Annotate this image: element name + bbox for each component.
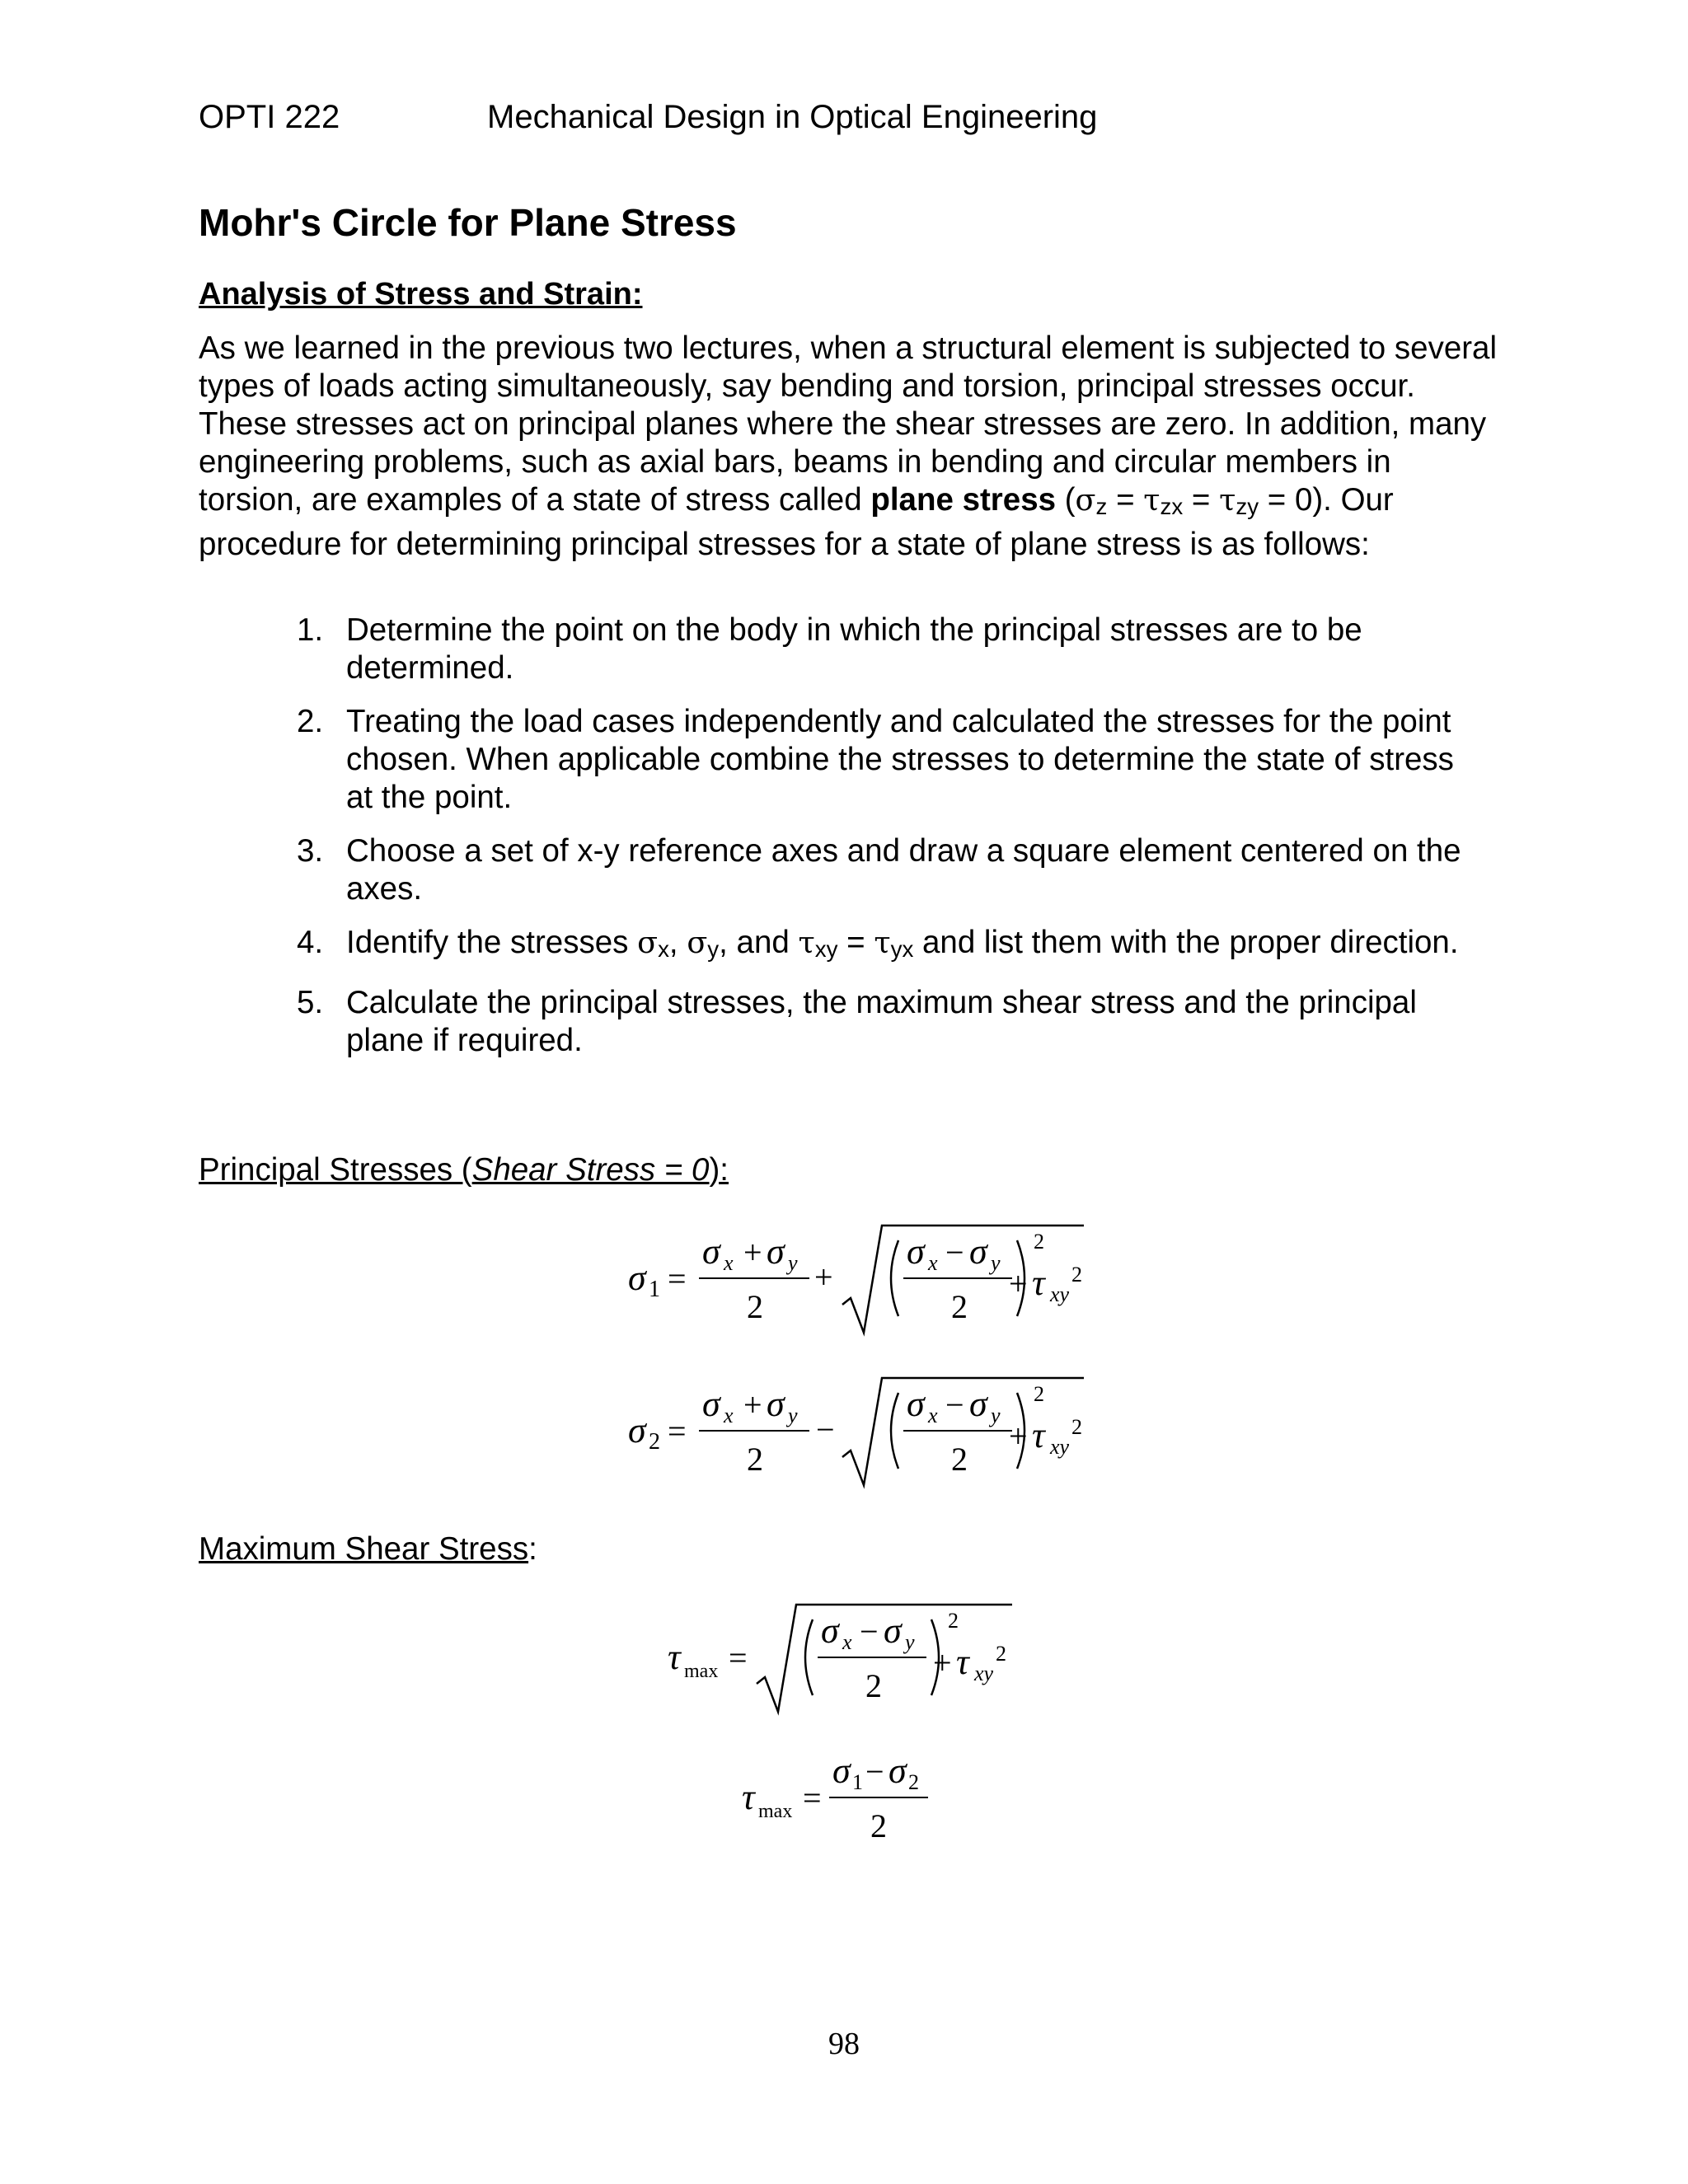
svg-text:−: − [865, 1753, 884, 1790]
svg-text:=: = [803, 1779, 822, 1816]
svg-text:x: x [928, 1251, 938, 1275]
svg-text:−: − [860, 1613, 879, 1650]
svg-text:1: 1 [852, 1770, 863, 1794]
svg-text:σ: σ [702, 1384, 720, 1424]
svg-text:x: x [842, 1630, 852, 1654]
svg-text:2: 2 [649, 1429, 660, 1455]
equation-sigma2 [626, 1368, 1088, 1492]
list-item: 1. Determine the point on the body in which the principal stresses are to be determined. [297, 612, 1362, 686]
svg-text:2: 2 [747, 1441, 763, 1478]
svg-text:2: 2 [870, 1807, 887, 1844]
svg-text:τ: τ [1032, 1415, 1045, 1455]
svg-text:σ: σ [628, 1258, 646, 1298]
list-item: 4. Identify the stresses σx, σy, and τxy = τyx and list them with the proper direction. [297, 925, 1459, 962]
page-number: 98 [828, 2027, 860, 2061]
max-shear-heading: Maximum Shear Stress: [199, 1531, 537, 1567]
svg-text:2: 2 [951, 1441, 968, 1478]
svg-text:σ: σ [969, 1231, 987, 1272]
svg-text:max: max [684, 1661, 719, 1682]
svg-text:x: x [724, 1251, 734, 1275]
svg-text:=: = [668, 1260, 687, 1297]
svg-text:y: y [905, 1630, 915, 1654]
svg-text:y: y [991, 1404, 1001, 1427]
svg-text:σ: σ [832, 1750, 851, 1791]
svg-text:σ: σ [884, 1610, 902, 1651]
svg-text:−: − [816, 1411, 835, 1448]
svg-text:x: x [928, 1404, 938, 1427]
list-item: 5. Calculate the principal stresses, the maximum shear stress and the principal plane if required. [297, 984, 1417, 1058]
svg-text:τ: τ [742, 1777, 755, 1817]
svg-text:xy: xy [974, 1661, 994, 1685]
svg-text:τ: τ [668, 1637, 681, 1677]
svg-text:2: 2 [951, 1288, 968, 1325]
svg-text:2: 2 [865, 1667, 882, 1704]
svg-text:σ: σ [628, 1410, 646, 1451]
plane-stress-condition: σz = τzx = τzy = 0 [1075, 482, 1313, 519]
principal-stresses-heading: Principal Stresses (Shear Stress = 0): [199, 1152, 729, 1188]
svg-text:y: y [991, 1251, 1001, 1275]
svg-text:τ: τ [956, 1642, 969, 1682]
svg-text:+: + [814, 1258, 833, 1296]
svg-text:2: 2 [948, 1609, 959, 1633]
svg-text:x: x [724, 1404, 734, 1427]
svg-text:τ: τ [1032, 1263, 1045, 1303]
svg-text:y: y [788, 1404, 798, 1427]
svg-text:+: + [933, 1644, 952, 1681]
svg-text:1: 1 [649, 1277, 660, 1302]
svg-text:2: 2 [747, 1288, 763, 1325]
page-title: Mohr's Circle for Plane Stress [199, 201, 737, 244]
equation-tau-max-sqrt [666, 1595, 1012, 1718]
svg-text:−: − [945, 1234, 964, 1271]
svg-text:σ: σ [767, 1231, 785, 1272]
svg-text:σ: σ [821, 1610, 839, 1651]
svg-text:y: y [788, 1251, 798, 1275]
header-title: Mechanical Design in Optical Engineering [487, 99, 1098, 135]
header-course: OPTI 222 [199, 99, 340, 135]
intro-paragraph: As we learned in the previous two lectures, when a structural element is subjected to several types of loads acting simultaneously, say bending and torsion, principal stresses occur. These stresses act on principal planes where the shear stresses are zero. In addition, many engineering problems, such as axial bars, beams in bending and circular members in torsion, are examples of a state of stress called plane stress (σz = τzx = τzy = 0). Our procedure for determining principal stresses for a state of plane stress is as follows: [199, 330, 1498, 562]
svg-text:−: − [945, 1386, 964, 1423]
svg-text:=: = [729, 1639, 748, 1676]
procedure-list [297, 612, 1484, 1076]
svg-text:xy: xy [1050, 1435, 1070, 1459]
svg-text:σ: σ [702, 1231, 720, 1272]
svg-text:2: 2 [1034, 1382, 1044, 1406]
svg-text:xy: xy [1050, 1282, 1070, 1306]
svg-text:2: 2 [908, 1770, 919, 1794]
svg-text:σ: σ [969, 1384, 987, 1424]
svg-text:+: + [1009, 1265, 1028, 1302]
equation-tau-max-principal [740, 1743, 938, 1850]
section-heading: Analysis of Stress and Strain: [199, 277, 643, 312]
svg-text:=: = [668, 1413, 687, 1450]
list-item: 3. Choose a set of x-y reference axes and draw a square element centered on the axes. [297, 833, 1461, 907]
svg-text:2: 2 [996, 1642, 1006, 1666]
svg-text:+: + [743, 1386, 762, 1423]
list-item: 2. Treating the load cases independently and calculated the stresses for the point chosen. When applicable combine the stresses to determine the state of stress at the point. [297, 704, 1454, 815]
svg-text:σ: σ [889, 1750, 907, 1791]
plane-stress-term: plane stress [870, 482, 1057, 518]
svg-text:+: + [743, 1234, 762, 1271]
svg-text:max: max [758, 1801, 793, 1822]
svg-text:2: 2 [1034, 1230, 1044, 1254]
equation-sigma1 [626, 1216, 1088, 1339]
intro-text: As we learned in the previous two lectures, when a structural element is subjected to several types of loads acting simultaneously, say bending and torsion, principal stresses occur. These stresses act on principal planes where the shear stresses are zero. In addition, many engineering problems, such as axial bars, beams in bending and circular members in torsion, are examples of a state of stress called [199, 330, 1498, 518]
svg-text:σ: σ [907, 1384, 925, 1424]
svg-text:σ: σ [907, 1231, 925, 1272]
svg-text:+: + [1009, 1418, 1028, 1455]
svg-text:2: 2 [1071, 1263, 1082, 1286]
svg-text:2: 2 [1071, 1415, 1082, 1439]
svg-text:σ: σ [767, 1384, 785, 1424]
